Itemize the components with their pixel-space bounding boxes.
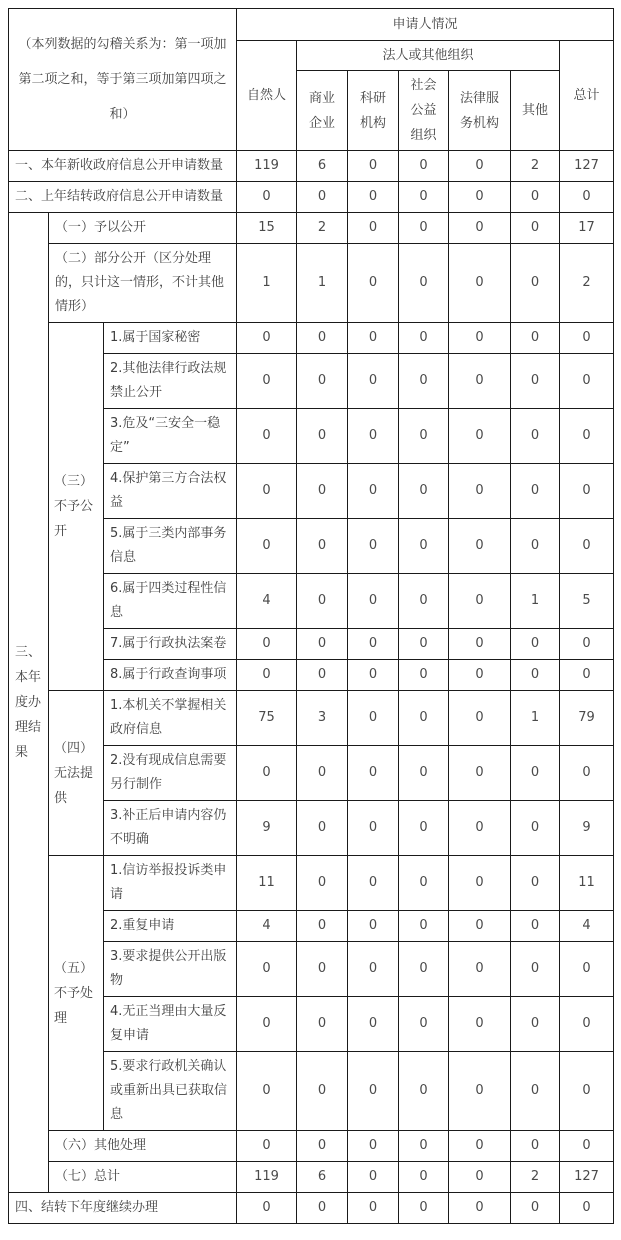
value-cell: 0	[297, 1131, 348, 1162]
row-label: 7.属于行政执法案卷	[104, 629, 237, 660]
value-cell: 0	[348, 574, 399, 629]
value-cell: 0	[399, 323, 449, 354]
header-social-welfare-org: 社会公益组织	[399, 71, 449, 151]
value-cell: 0	[511, 1052, 560, 1131]
value-cell: 0	[399, 1131, 449, 1162]
value-cell: 0	[511, 746, 560, 801]
value-cell: 0	[449, 323, 511, 354]
value-cell: 0	[449, 660, 511, 691]
value-cell: 0	[348, 1193, 399, 1224]
table-body	[9, 151, 614, 1224]
value-cell: 0	[297, 942, 348, 997]
value-cell: 0	[511, 942, 560, 997]
table-row	[9, 323, 614, 354]
row-label: 1.本机关不掌握相关政府信息	[104, 691, 237, 746]
value-cell: 1	[297, 244, 348, 323]
value-cell: 0	[297, 409, 348, 464]
value-cell: 0	[237, 354, 297, 409]
row-label: 1.信访举报投诉类申请	[104, 856, 237, 911]
value-cell: 2	[511, 151, 560, 182]
row-label: 5.属于三类内部事务信息	[104, 519, 237, 574]
table-row	[9, 151, 614, 182]
header-row-1	[9, 9, 614, 41]
value-cell: 119	[237, 151, 297, 182]
header-legal-service-org: 法律服务机构	[449, 71, 511, 151]
value-cell: 0	[449, 182, 511, 213]
value-cell: 0	[348, 464, 399, 519]
header-natural-person: 自然人	[237, 41, 297, 151]
value-cell: 0	[399, 942, 449, 997]
header-other: 其他	[511, 71, 560, 151]
value-cell: 0	[237, 660, 297, 691]
value-cell: 0	[348, 746, 399, 801]
value-cell: 0	[449, 911, 511, 942]
value-cell: 0	[511, 519, 560, 574]
value-cell: 0	[449, 354, 511, 409]
value-cell: 0	[449, 464, 511, 519]
value-cell: 0	[449, 244, 511, 323]
value-cell: 4	[237, 574, 297, 629]
value-cell: 0	[560, 519, 614, 574]
value-cell: 0	[449, 151, 511, 182]
value-cell: 2	[560, 244, 614, 323]
group-label: 三、本年度办理结果	[9, 213, 49, 1193]
value-cell: 0	[297, 574, 348, 629]
value-cell: 1	[511, 691, 560, 746]
value-cell: 0	[560, 629, 614, 660]
header-applicant-status: 申请人情况	[237, 9, 614, 41]
value-cell: 0	[511, 629, 560, 660]
value-cell: 0	[399, 574, 449, 629]
value-cell: 4	[560, 911, 614, 942]
value-cell: 0	[560, 1052, 614, 1131]
value-cell: 0	[348, 629, 399, 660]
row-label: 4.无正当理由大量反复申请	[104, 997, 237, 1052]
value-cell: 0	[297, 1052, 348, 1131]
table-row	[9, 856, 614, 911]
value-cell: 0	[511, 323, 560, 354]
value-cell: 0	[449, 691, 511, 746]
value-cell: 3	[297, 691, 348, 746]
value-cell: 0	[348, 856, 399, 911]
value-cell: 0	[560, 1131, 614, 1162]
value-cell: 0	[511, 856, 560, 911]
value-cell: 0	[560, 997, 614, 1052]
value-cell: 0	[511, 801, 560, 856]
row-label: 6.属于四类过程性信息	[104, 574, 237, 629]
value-cell: 0	[449, 409, 511, 464]
value-cell: 0	[399, 1052, 449, 1131]
value-cell: 0	[449, 856, 511, 911]
row-label: 5.要求行政机关确认或重新出具已获取信息	[104, 1052, 237, 1131]
value-cell: 2	[297, 213, 348, 244]
table-row	[9, 213, 614, 244]
value-cell: 0	[560, 464, 614, 519]
value-cell: 127	[560, 1162, 614, 1193]
value-cell: 0	[237, 409, 297, 464]
row-label: 2.其他法律行政法规禁止公开	[104, 354, 237, 409]
value-cell: 0	[399, 464, 449, 519]
value-cell: 15	[237, 213, 297, 244]
value-cell: 0	[560, 409, 614, 464]
note-cell: （本列数据的勾稽关系为：第一项加第二项之和，等于第三项加第四项之和）	[9, 9, 237, 151]
value-cell: 0	[399, 660, 449, 691]
value-cell: 0	[399, 691, 449, 746]
value-cell: 0	[449, 997, 511, 1052]
value-cell: 0	[348, 519, 399, 574]
value-cell: 0	[399, 354, 449, 409]
table-row	[9, 244, 614, 323]
value-cell: 9	[237, 801, 297, 856]
table-row	[9, 1193, 614, 1224]
value-cell: 0	[297, 997, 348, 1052]
value-cell: 0	[449, 1052, 511, 1131]
value-cell: 0	[297, 354, 348, 409]
value-cell: 2	[511, 1162, 560, 1193]
value-cell: 1	[511, 574, 560, 629]
value-cell: 0	[297, 182, 348, 213]
value-cell: 0	[348, 151, 399, 182]
value-cell: 0	[348, 911, 399, 942]
value-cell: 0	[399, 519, 449, 574]
value-cell: 0	[348, 942, 399, 997]
value-cell: 4	[237, 911, 297, 942]
disclosure-statistics-table	[8, 8, 614, 1224]
value-cell: 0	[348, 354, 399, 409]
row-label: 二、上年结转政府信息公开申请数量	[9, 182, 237, 213]
value-cell: 0	[297, 911, 348, 942]
table-row	[9, 1131, 614, 1162]
value-cell: 11	[237, 856, 297, 911]
group-label: （五）不予处理	[49, 856, 104, 1131]
value-cell: 0	[237, 1193, 297, 1224]
header-legal-org: 法人或其他组织	[297, 41, 560, 71]
value-cell: 1	[237, 244, 297, 323]
value-cell: 0	[511, 464, 560, 519]
value-cell: 0	[348, 1131, 399, 1162]
value-cell: 0	[348, 182, 399, 213]
value-cell: 0	[449, 942, 511, 997]
row-label: （一）予以公开	[49, 213, 237, 244]
value-cell: 0	[237, 629, 297, 660]
value-cell: 0	[399, 856, 449, 911]
row-label: 1.属于国家秘密	[104, 323, 237, 354]
value-cell: 0	[297, 746, 348, 801]
value-cell: 0	[297, 629, 348, 660]
value-cell: 0	[297, 1193, 348, 1224]
value-cell: 0	[560, 942, 614, 997]
table-row	[9, 691, 614, 746]
value-cell: 6	[297, 1162, 348, 1193]
value-cell: 0	[237, 464, 297, 519]
value-cell: 0	[297, 660, 348, 691]
value-cell: 79	[560, 691, 614, 746]
value-cell: 0	[449, 746, 511, 801]
row-label: 3.要求提供公开出版物	[104, 942, 237, 997]
value-cell: 0	[348, 801, 399, 856]
value-cell: 0	[511, 997, 560, 1052]
value-cell: 0	[348, 213, 399, 244]
header-total: 总计	[560, 41, 614, 151]
value-cell: 0	[449, 801, 511, 856]
value-cell: 0	[237, 1131, 297, 1162]
value-cell: 0	[511, 1131, 560, 1162]
value-cell: 0	[511, 660, 560, 691]
value-cell: 0	[560, 1193, 614, 1224]
value-cell: 0	[399, 213, 449, 244]
value-cell: 0	[511, 911, 560, 942]
value-cell: 6	[297, 151, 348, 182]
value-cell: 0	[399, 182, 449, 213]
value-cell: 0	[449, 213, 511, 244]
value-cell: 0	[348, 409, 399, 464]
row-label: 3.补正后申请内容仍不明确	[104, 801, 237, 856]
value-cell: 0	[348, 691, 399, 746]
value-cell: 0	[399, 997, 449, 1052]
value-cell: 0	[348, 323, 399, 354]
value-cell: 0	[297, 519, 348, 574]
value-cell: 0	[511, 213, 560, 244]
value-cell: 5	[560, 574, 614, 629]
row-label: 2.没有现成信息需要另行制作	[104, 746, 237, 801]
value-cell: 0	[237, 746, 297, 801]
row-label: （六）其他处理	[49, 1131, 237, 1162]
value-cell: 0	[348, 660, 399, 691]
value-cell: 127	[560, 151, 614, 182]
value-cell: 0	[511, 1193, 560, 1224]
value-cell: 0	[449, 519, 511, 574]
value-cell: 0	[399, 1162, 449, 1193]
row-label: 3.危及“三安全一稳定”	[104, 409, 237, 464]
value-cell: 0	[237, 519, 297, 574]
value-cell: 0	[560, 354, 614, 409]
value-cell: 0	[399, 1193, 449, 1224]
value-cell: 75	[237, 691, 297, 746]
value-cell: 0	[511, 182, 560, 213]
value-cell: 0	[237, 323, 297, 354]
group-label: （三）不予公开	[49, 323, 104, 691]
value-cell: 0	[560, 182, 614, 213]
row-label: 4.保护第三方合法权益	[104, 464, 237, 519]
value-cell: 0	[399, 151, 449, 182]
value-cell: 11	[560, 856, 614, 911]
value-cell: 0	[560, 323, 614, 354]
row-label: （七）总计	[49, 1162, 237, 1193]
value-cell: 0	[449, 1131, 511, 1162]
value-cell: 0	[348, 997, 399, 1052]
row-label: 2.重复申请	[104, 911, 237, 942]
value-cell: 119	[237, 1162, 297, 1193]
value-cell: 0	[449, 629, 511, 660]
value-cell: 0	[511, 244, 560, 323]
header-commercial-enterprise: 商业企业	[297, 71, 348, 151]
row-label: 8.属于行政查询事项	[104, 660, 237, 691]
row-label: 四、结转下年度继续办理	[9, 1193, 237, 1224]
value-cell: 0	[399, 911, 449, 942]
value-cell: 0	[297, 801, 348, 856]
value-cell: 0	[560, 746, 614, 801]
value-cell: 0	[511, 354, 560, 409]
value-cell: 0	[560, 660, 614, 691]
header-research-institution: 科研机构	[348, 71, 399, 151]
value-cell: 17	[560, 213, 614, 244]
value-cell: 0	[399, 244, 449, 323]
value-cell: 9	[560, 801, 614, 856]
value-cell: 0	[348, 1162, 399, 1193]
value-cell: 0	[348, 1052, 399, 1131]
group-label: （四）无法提供	[49, 691, 104, 856]
value-cell: 0	[511, 409, 560, 464]
value-cell: 0	[237, 997, 297, 1052]
value-cell: 0	[297, 856, 348, 911]
value-cell: 0	[399, 801, 449, 856]
value-cell: 0	[237, 182, 297, 213]
value-cell: 0	[297, 323, 348, 354]
value-cell: 0	[449, 1162, 511, 1193]
value-cell: 0	[237, 942, 297, 997]
value-cell: 0	[399, 746, 449, 801]
value-cell: 0	[348, 244, 399, 323]
value-cell: 0	[449, 574, 511, 629]
row-label: （二）部分公开（区分处理的，只计这一情形，不计其他情形）	[49, 244, 237, 323]
row-label: 一、本年新收政府信息公开申请数量	[9, 151, 237, 182]
value-cell: 0	[399, 629, 449, 660]
value-cell: 0	[449, 1193, 511, 1224]
value-cell: 0	[399, 409, 449, 464]
table-row	[9, 1162, 614, 1193]
value-cell: 0	[297, 464, 348, 519]
table-row	[9, 182, 614, 213]
value-cell: 0	[237, 1052, 297, 1131]
